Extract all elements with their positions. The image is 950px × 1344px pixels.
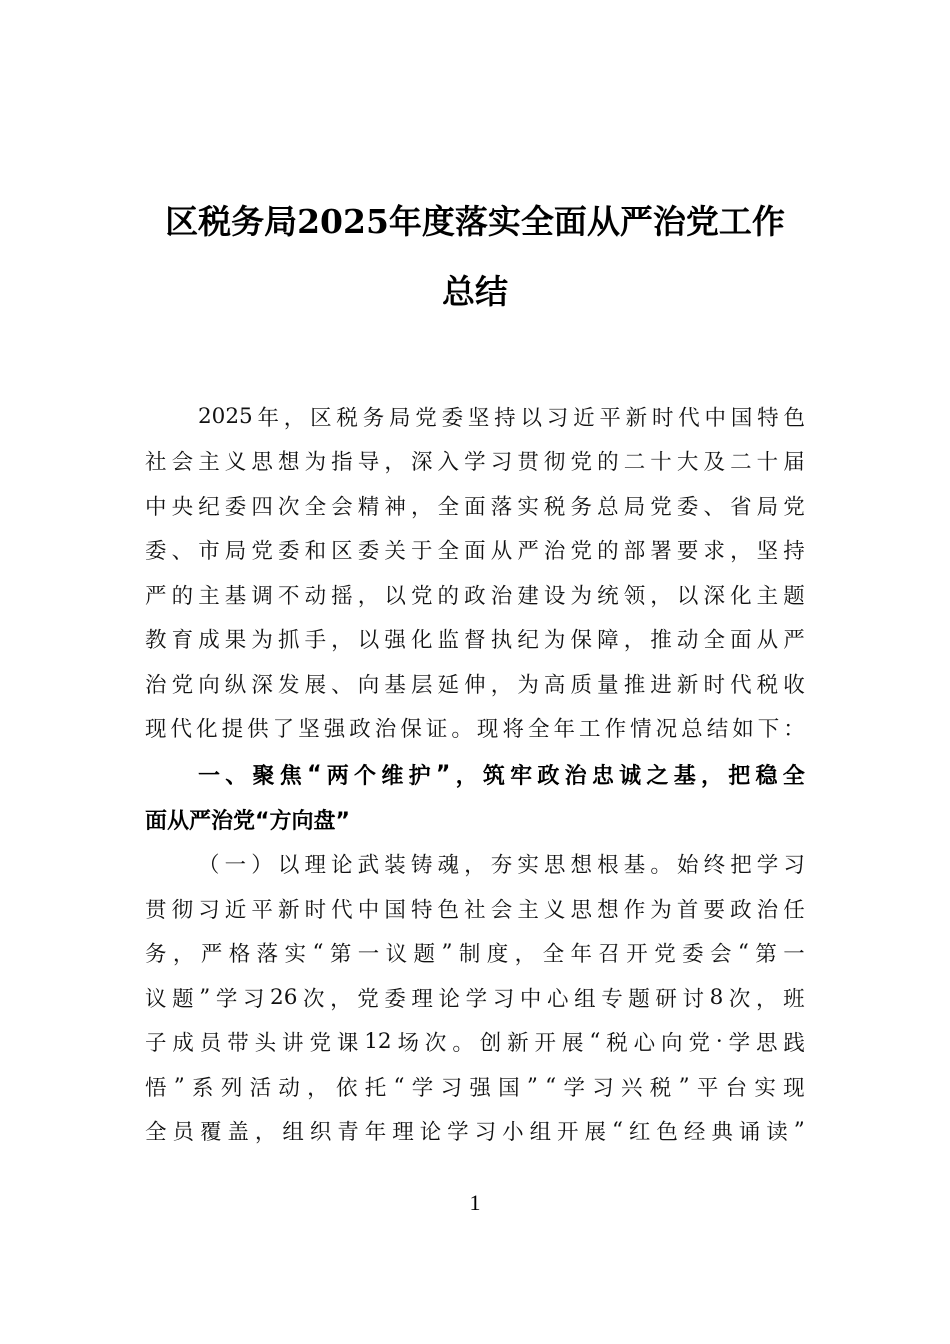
text-line: 2025 年 ， 区 税 务 局 党 委 坚 持 以 习 近 平 新 时 代 中 国 特 色 xyxy=(198,403,805,431)
text-line: 现 代 化 提 供 了 坚 强 政 治 保 证 。 现 将 全 年 工 作 情 况 总 结 如 下 ： xyxy=(145,716,805,742)
heading-line: 面从严治党“方向盘” xyxy=(145,808,350,834)
document-title-line-2: 总结 xyxy=(442,272,508,311)
heading-line: 一 、 聚 焦 “ 两 个 维 护 ” ， 筑 牢 政 治 忠 诚 之 基 ， 把 稳 全 xyxy=(198,761,805,789)
text-line: 严 的 主 基 调 不 动 摇 ， 以 党 的 政 治 建 设 为 统 领 ， 以 深 化 主 题 xyxy=(145,583,805,609)
document-title-line-1: 区税务局2025年度落实全面从严治党工作 xyxy=(165,202,785,241)
text-line: 教 育 成 果 为 抓 手 ， 以 强 化 监 督 执 纪 为 保 障 ， 推 动 全 面 从 严 xyxy=(145,627,805,653)
page-number: 1 xyxy=(469,1190,481,1215)
text-line: 子 成 员 带 头 讲 党 课 12 场 次 。 创 新 开 展 “ 税 心 向 党 · 学 思 践 xyxy=(145,1028,805,1056)
text-line: 务 ， 严 格 落 实 “ 第 一 议 题 ” 制 度 ， 全 年 召 开 党 委 会 “ 第 一 xyxy=(145,939,805,967)
text-line: 全 员 覆 盖 ， 组 织 青 年 理 论 学 习 小 组 开 展 “ 红 色 经 典 诵 读 ” xyxy=(145,1117,805,1145)
text-line: 社 会 主 义 思 想 为 指 导 ， 深 入 学 习 贯 彻 党 的 二 十 大 及 二 十 届 xyxy=(145,449,805,475)
text-line: 悟 ” 系 列 活 动 ， 依 托 “ 学 习 强 国 ” “ 学 习 兴 税 ” 平 台 实 现 xyxy=(145,1073,805,1101)
text-line: 委 、 市 局 党 委 和 区 委 关 于 全 面 从 严 治 党 的 部 署 要 求 ， 坚 持 xyxy=(145,538,805,564)
text-line: （ 一 ） 以 理 论 武 装 铸 魂 ， 夯 实 思 想 根 基 。 始 终 把 学 习 xyxy=(198,852,805,878)
text-line: 议 题 ” 学 习 26 次 ， 党 委 理 论 学 习 中 心 组 专 题 研 讨 8 次 ， 班 xyxy=(145,984,805,1012)
text-line: 治 党 向 纵 深 发 展 、 向 基 层 延 伸 ， 为 高 质 量 推 进 新 时 代 税 收 xyxy=(145,672,805,698)
text-line: 贯 彻 习 近 平 新 时 代 中 国 特 色 社 会 主 义 思 想 作 为 首 要 政 治 任 xyxy=(145,897,805,923)
text-line: 中 央 纪 委 四 次 全 会 精 神 ， 全 面 落 实 税 务 总 局 党 委 、 省 局 党 xyxy=(145,494,805,520)
